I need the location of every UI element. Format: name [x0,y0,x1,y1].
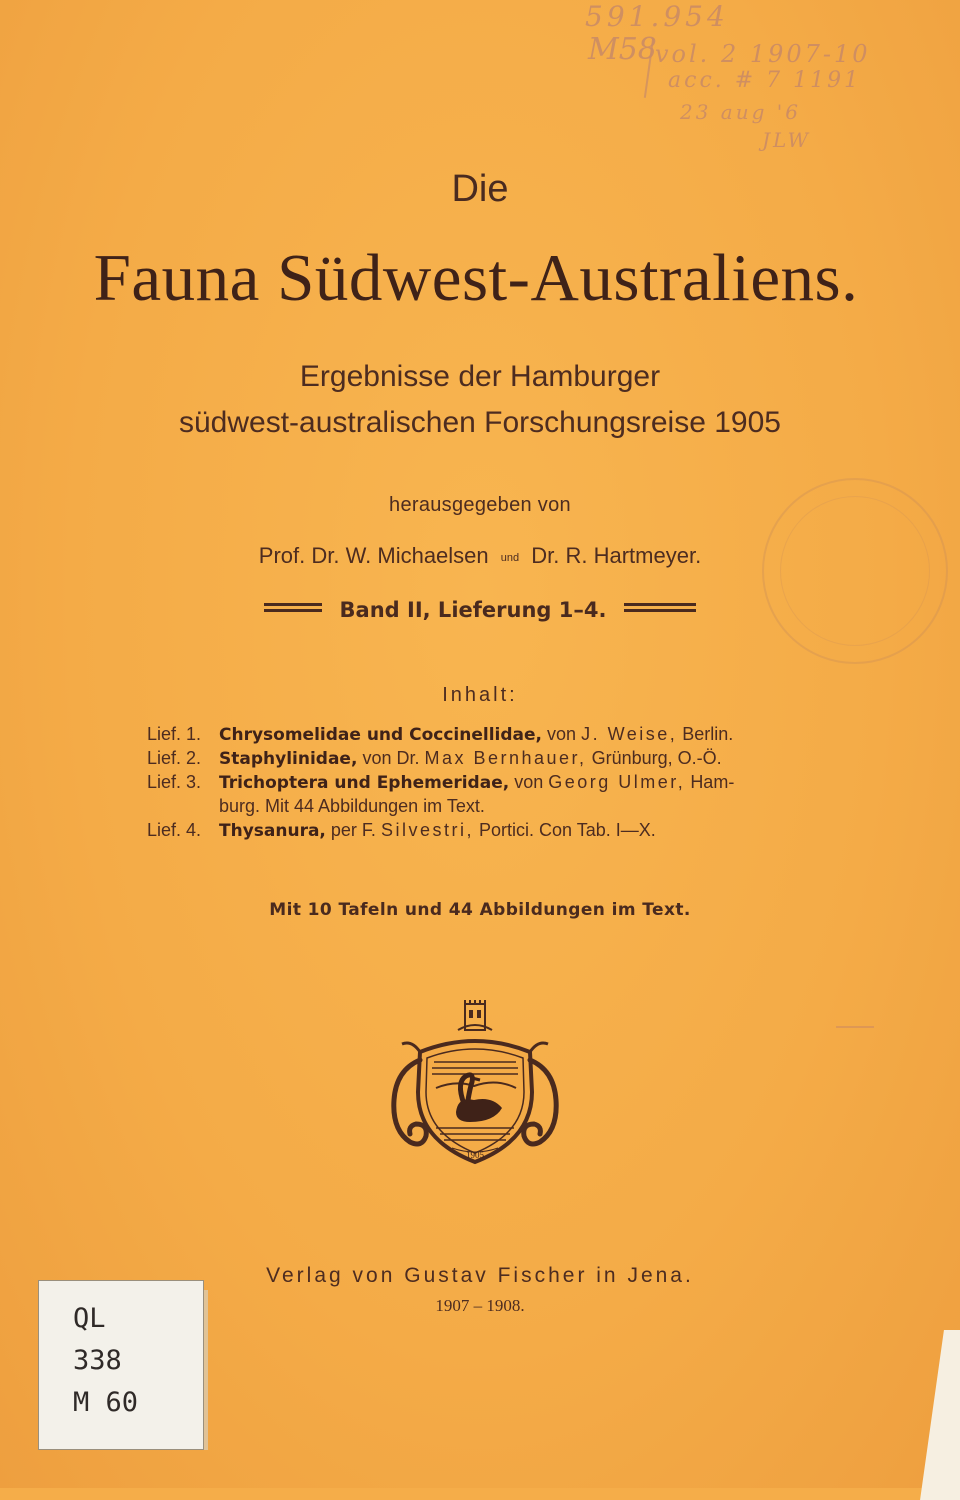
manuscript-shelf-mark: M58 [588,32,657,67]
contents-item [147,770,847,818]
torn-corner [920,1330,960,1500]
contents-item-number: Lief. 2. [147,748,202,768]
contents-heading: Inhalt: [442,684,518,706]
page-title: Fauna Südwest-Australiens. [93,241,859,315]
label-class: QL [73,1303,106,1334]
crest-year: 1905 [466,1150,484,1160]
contents-item-by: per F. [330,820,376,840]
manuscript-initials: JLW [762,128,812,152]
contents-item [147,722,847,746]
swan-crest-emblem [386,1000,564,1168]
editors-line [0,543,960,569]
volume-line [0,598,960,622]
contents-item-number: Lief. 1. [147,724,202,744]
contents-item-title: Chrysomelidae und Coccinellidae, [219,725,542,745]
subtitle-line-2: südwest-australischen Forschungsreise 1905 [179,406,781,439]
publication-years: 1907 – 1908. [435,1296,525,1315]
contents-item-author: Max Bernhauer, [424,748,587,768]
contents-item-by: von Dr. [362,748,420,768]
contents-item [147,818,847,842]
contents-item-author: J. Weise, [581,724,678,744]
contents-item-author: Silvestri, [380,820,474,840]
manuscript-accession-note: acc. # 7 1191 [668,68,862,93]
contents-item-by: von [514,772,544,792]
library-call-number-label [38,1280,204,1450]
subtitle-line-1: Ergebnisse der Hamburger [299,360,661,393]
contents-item [147,746,847,770]
editors-conjunction: und [500,552,520,564]
editor-1: Prof. Dr. W. Michaelsen [258,543,489,568]
stray-mark [836,1026,874,1028]
contents-item-title: Thysanura, [219,821,326,841]
contents-item-title: Trichoptera und Ephemeridae, [219,773,510,793]
contents-item-place: Portici. Con Tab. I—X. [478,820,656,840]
manuscript-date-note: 23 aug '6 [680,100,801,124]
manuscript-call-number: 591.954 [585,0,729,33]
editors-intro: herausgegeben von [389,494,571,516]
contents-item-place: Berlin. [682,724,734,744]
manuscript-volume-note: vol. 2 1907-10 [655,40,871,68]
plates-note: Mit 10 Tafeln und 44 Abbildungen im Text. [269,900,691,920]
contents-item-place: Grünburg, O.-Ö. [591,748,722,768]
editor-2: Dr. R. Hartmeyer. [531,543,702,568]
contents-item-by: von [547,724,577,744]
label-cutter: M 60 [73,1387,139,1418]
contents-item-continuation: burg. Mit 44 Abbildungen im Text. [219,796,485,816]
publisher-line: Verlag von Gustav Fischer in Jena. [266,1264,694,1287]
contents-item-place: Ham- [690,772,735,792]
title-article: Die [451,168,509,210]
contents-item-number: Lief. 3. [147,772,202,792]
contents-item-author: Georg Ulmer, [548,772,686,792]
double-rule-left [264,603,322,612]
contents-item-number: Lief. 4. [147,820,202,840]
label-number: 338 [73,1345,122,1376]
contents-item-title: Staphylinidae, [219,749,358,769]
contents-list [147,722,847,842]
double-rule-right [624,603,696,612]
volume-label: Band II, Lieferung 1–4. [339,598,607,622]
